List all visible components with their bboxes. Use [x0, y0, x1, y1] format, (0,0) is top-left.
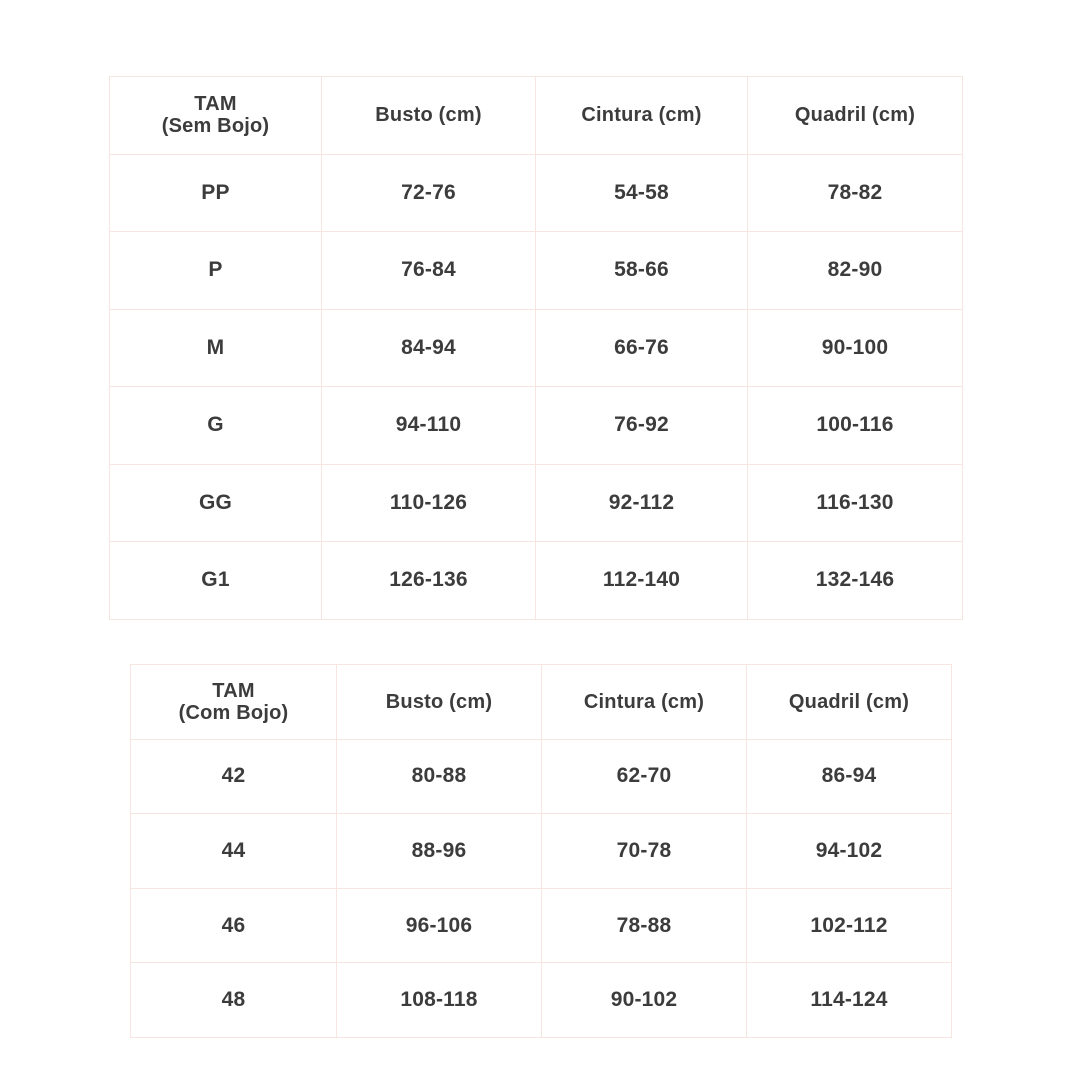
header-size-line2: (Com Bojo) — [178, 701, 289, 724]
cell-waist: 92-112 — [536, 464, 748, 542]
cell-waist: 54-58 — [536, 154, 748, 232]
cell-size: G — [110, 387, 322, 465]
cell-size: GG — [110, 464, 322, 542]
header-hip: Quadril (cm) — [748, 77, 963, 155]
cell-waist: 70-78 — [542, 814, 747, 889]
cell-waist: 78-88 — [542, 888, 747, 963]
table-row — [110, 309, 963, 387]
header-size-line1: TAM — [212, 679, 255, 702]
header-waist: Cintura (cm) — [542, 665, 747, 740]
table-row — [110, 154, 963, 232]
size-table-com-bojo — [130, 664, 952, 1038]
cell-size: 46 — [131, 888, 337, 963]
cell-size: 42 — [131, 739, 337, 814]
table-row — [131, 963, 952, 1038]
cell-bust: 88-96 — [337, 814, 542, 889]
header-bust: Busto (cm) — [337, 665, 542, 740]
table-row — [131, 739, 952, 814]
cell-size: M — [110, 309, 322, 387]
cell-bust: 72-76 — [322, 154, 536, 232]
cell-bust: 80-88 — [337, 739, 542, 814]
table-header-row — [110, 77, 963, 155]
cell-size: 44 — [131, 814, 337, 889]
cell-waist: 62-70 — [542, 739, 747, 814]
cell-hip: 132-146 — [748, 542, 963, 620]
cell-bust: 94-110 — [322, 387, 536, 465]
header-size — [110, 77, 322, 155]
size-table-sem-bojo — [109, 76, 963, 620]
cell-waist: 76-92 — [536, 387, 748, 465]
cell-waist: 90-102 — [542, 963, 747, 1038]
cell-bust: 126-136 — [322, 542, 536, 620]
table-row — [110, 232, 963, 310]
header-size-line2: (Sem Bojo) — [161, 115, 270, 138]
table-row — [110, 387, 963, 465]
cell-hip: 94-102 — [747, 814, 952, 889]
cell-hip: 90-100 — [748, 309, 963, 387]
table-header-row — [131, 665, 952, 740]
cell-bust: 76-84 — [322, 232, 536, 310]
cell-waist: 112-140 — [536, 542, 748, 620]
header-size-line1: TAM — [194, 93, 237, 116]
cell-size: P — [110, 232, 322, 310]
cell-bust: 84-94 — [322, 309, 536, 387]
header-size — [131, 665, 337, 740]
header-hip: Quadril (cm) — [747, 665, 952, 740]
cell-hip: 116-130 — [748, 464, 963, 542]
cell-bust: 110-126 — [322, 464, 536, 542]
cell-bust: 108-118 — [337, 963, 542, 1038]
cell-hip: 100-116 — [748, 387, 963, 465]
cell-hip: 114-124 — [747, 963, 952, 1038]
header-waist: Cintura (cm) — [536, 77, 748, 155]
cell-hip: 78-82 — [748, 154, 963, 232]
cell-hip: 86-94 — [747, 739, 952, 814]
cell-waist: 58-66 — [536, 232, 748, 310]
cell-hip: 82-90 — [748, 232, 963, 310]
cell-bust: 96-106 — [337, 888, 542, 963]
header-bust: Busto (cm) — [322, 77, 536, 155]
table-row — [110, 464, 963, 542]
cell-size: 48 — [131, 963, 337, 1038]
table-row — [110, 542, 963, 620]
table-row — [131, 888, 952, 963]
cell-hip: 102-112 — [747, 888, 952, 963]
cell-size: G1 — [110, 542, 322, 620]
table-row — [131, 814, 952, 889]
cell-waist: 66-76 — [536, 309, 748, 387]
cell-size: PP — [110, 154, 322, 232]
